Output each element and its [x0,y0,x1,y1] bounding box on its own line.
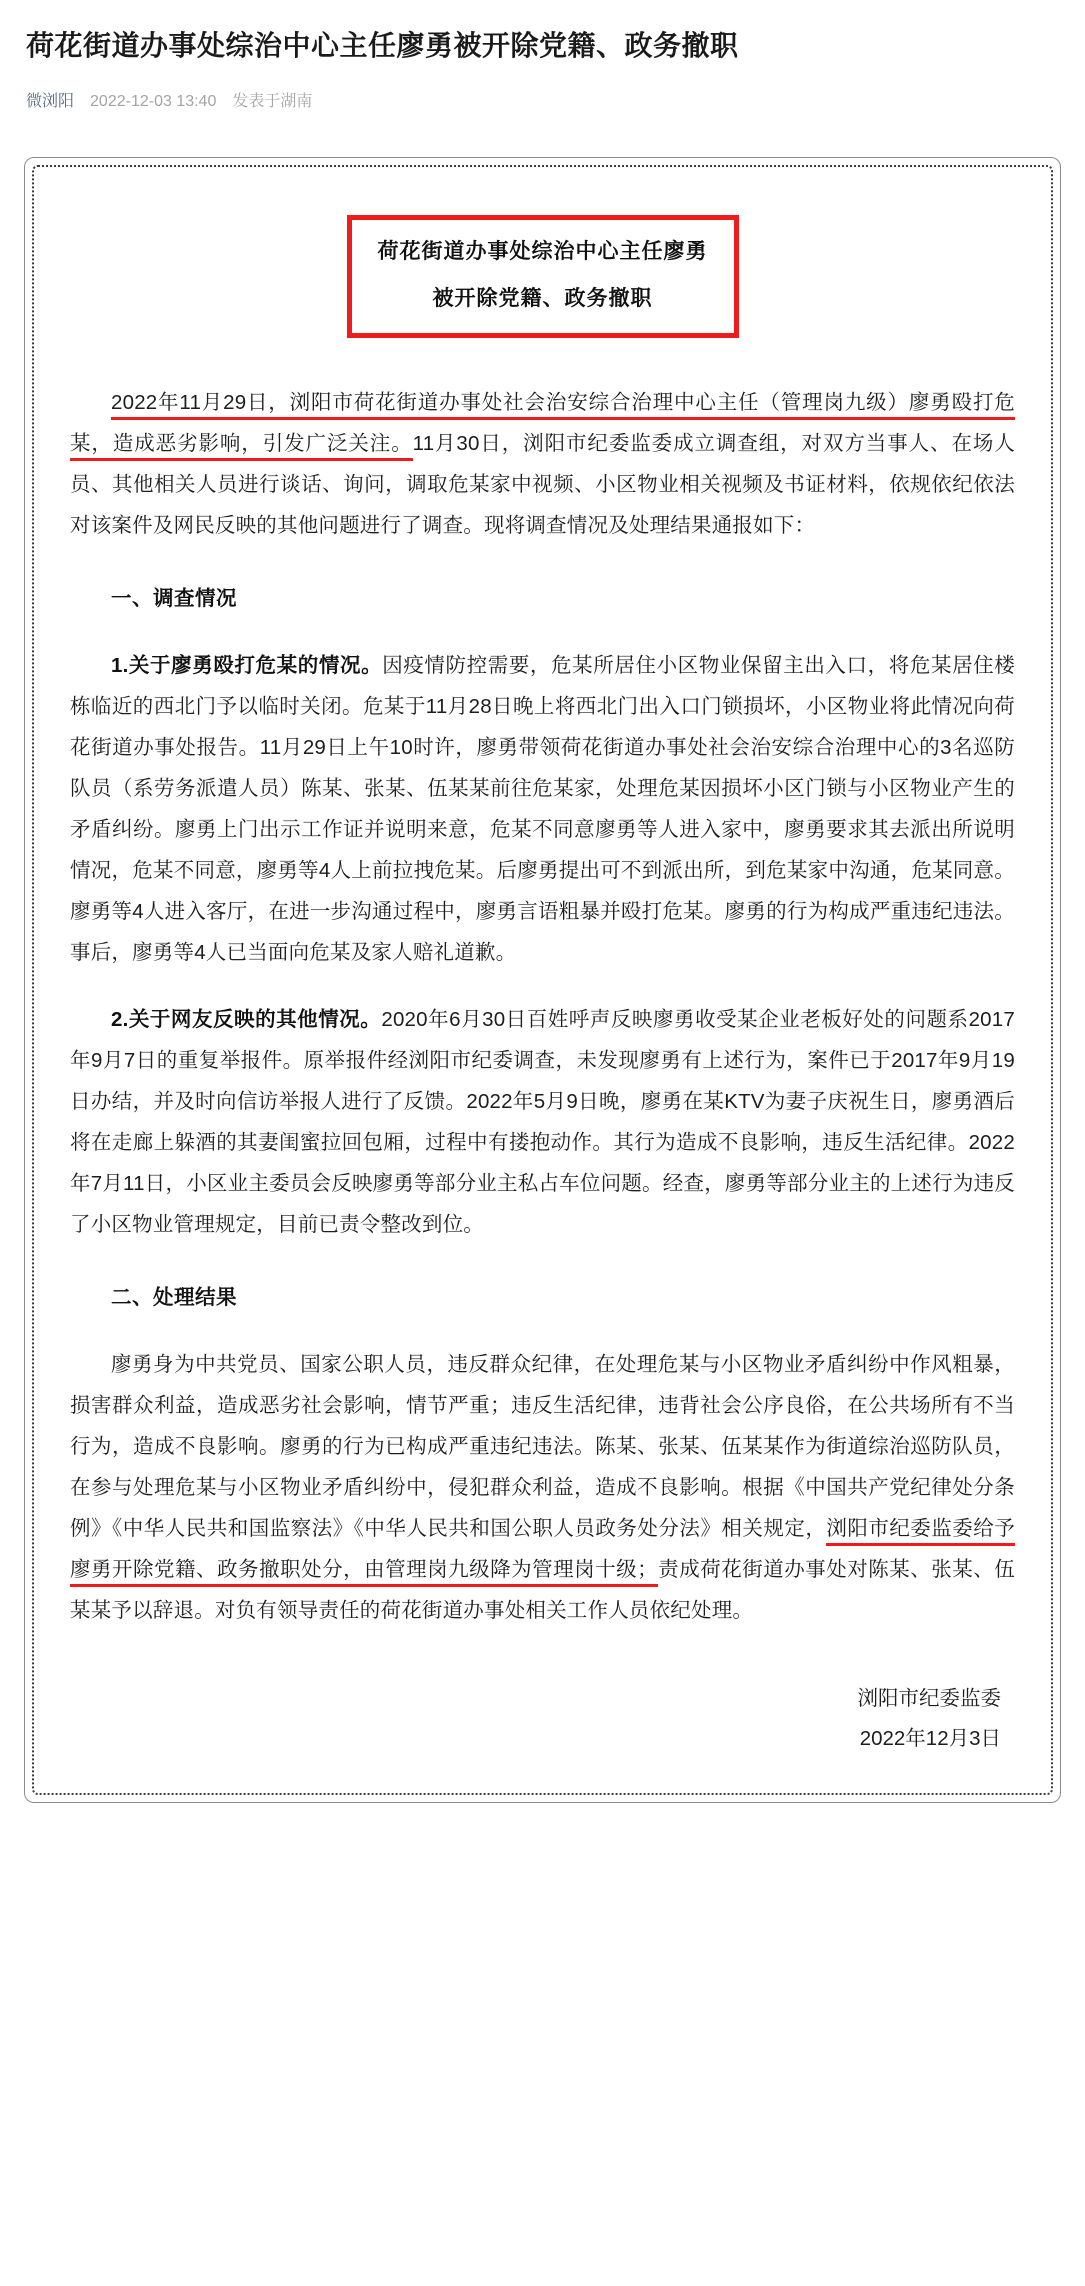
paragraph-result-part-b: 责成荷花街道办事处对陈某、张某、伍某某予以辞退。对负有领导责任的荷花街道办事处相关工作人员依纪处理。 [70,1558,1015,1623]
paragraph-item-1 [70,645,1015,973]
notice-title-box-wrapper [70,215,1015,338]
meta-publish-date: 2022-12-03 13:40 [90,92,217,110]
article-meta [26,91,1059,113]
article-header [0,0,1085,113]
paragraph-item-2 [70,999,1015,1245]
paragraph-item-2-lead: 2.关于网友反映的其他情况。 [111,1008,382,1032]
highlight-underline-intro: 2022年11月29日，浏阳市荷花街道办事处社会治安综合治理中心主任（管理岗九级）廖勇殴打危某，造成恶劣影响，引发广泛关注。 [70,391,1015,461]
section-heading-result: 二、处理结果 [111,1286,237,1310]
meta-publish-location: 发表于湖南 [232,92,313,110]
signature-date: 2022年12月3日 [859,1727,1001,1751]
meta-source-link[interactable]: 微浏阳 [26,92,75,110]
notice-document-frame [24,157,1061,1803]
signature-organization: 浏阳市纪委监委 [857,1687,1001,1711]
notice-title-line-2: 被开除党籍、政务撤职 [432,286,653,310]
paragraph-item-2-body: 2020年6月30日百姓呼声反映廖勇收受某企业老板好处的问题系2017年9月7日的重复举报件。原举报件经浏阳市纪委调查，未发现廖勇有上述行为，案件已于2017年9月19日办结，并及时向信访举报人进行了反馈。2022年5月9日晚，廖勇在某KTV为妻子庆祝生日，廖勇酒后将在走廊上躲酒的其妻闺蜜拉回包厢，过程中有搂抱动作。其行为造成不良影响，违反生活纪律。2022年7月11日，小区业主委员会反映廖勇等部分业主私占车位问题。经查，廖勇等部分业主的上述行为违反了小区物业管理规定，目前已责令整改到位。 [70,1008,1015,1237]
notice-title-line-1: 荷花街道办事处综治中心主任廖勇 [377,239,708,263]
paragraph-item-1-lead: 1.关于廖勇殴打危某的情况。 [111,654,383,678]
paragraph-intro-rest: 11月30日，浏阳市纪委监委成立调查组，对双方当事人、在场人员、其他相关人员进行谈话、询问，调取危某家中视频、小区物业相关视频及书证材料，依规依纪依法对该案件及网民反映的其他问题进行了调查。现将调查情况及处理结果通报如下： [70,432,1015,538]
paragraph-result [70,1344,1015,1631]
highlight-underline-penalty: 浏阳市纪委监委给予廖勇开除党籍、政务撤职处分，由管理岗九级降为管理岗十级； [70,1517,1015,1587]
notice-signature [70,1679,1015,1759]
paragraph-intro [70,382,1015,546]
notice-title-redbox [347,215,739,338]
paragraph-result-part-a: 廖勇身为中共党员、国家公职人员，违反群众纪律，在处理危某与小区物业矛盾纠纷中作风粗暴，损害群众利益，造成恶劣社会影响，情节严重；违反生活纪律，违背社会公序良俗，在公共场所有不当行为，造成不良影响。廖勇的行为已构成严重违纪违法。陈某、张某、伍某某作为街道综治巡防队员，在参与处理危某与小区物业矛盾纠纷中，侵犯群众利益，造成不良影响。根据《中国共产党纪律处分条例》《中华人民共和国监察法》《中华人民共和国公职人员政务处分法》相关规定， [70,1353,1015,1541]
paragraph-item-1-body: 因疫情防控需要，危某所居住小区物业保留主出入口，将危某居住楼栋临近的西北门予以临时关闭。危某于11月28日晚上将西北门出入口门锁损坏，小区物业将此情况向荷花街道办事处报告。11月29日上午10时许，廖勇带领荷花街道办事处社会治安综合治理中心的3名巡防队员（系劳务派遣人员）陈某、张某、伍某某前往危某家，处理危某因损坏小区门锁与小区物业产生的矛盾纠纷。廖勇上门出示工作证并说明来意，危某不同意廖勇等人进入家中，廖勇要求其去派出所说明情况，危某不同意，廖勇等4人上前拉拽危某。后廖勇提出可不到派出所，到危某家中沟通，危某同意。廖勇等4人进入客厅，在进一步沟通过程中，廖勇言语粗暴并殴打危某。廖勇的行为构成严重违纪违法。事后，廖勇等4人已当面向危某及家人赔礼道歉。 [70,654,1015,965]
notice-document-inner-border [32,165,1053,1795]
page-title: 荷花街道办事处综治中心主任廖勇被开除党籍、政务撤职 [26,30,739,61]
section-heading-investigation: 一、调查情况 [111,587,237,611]
